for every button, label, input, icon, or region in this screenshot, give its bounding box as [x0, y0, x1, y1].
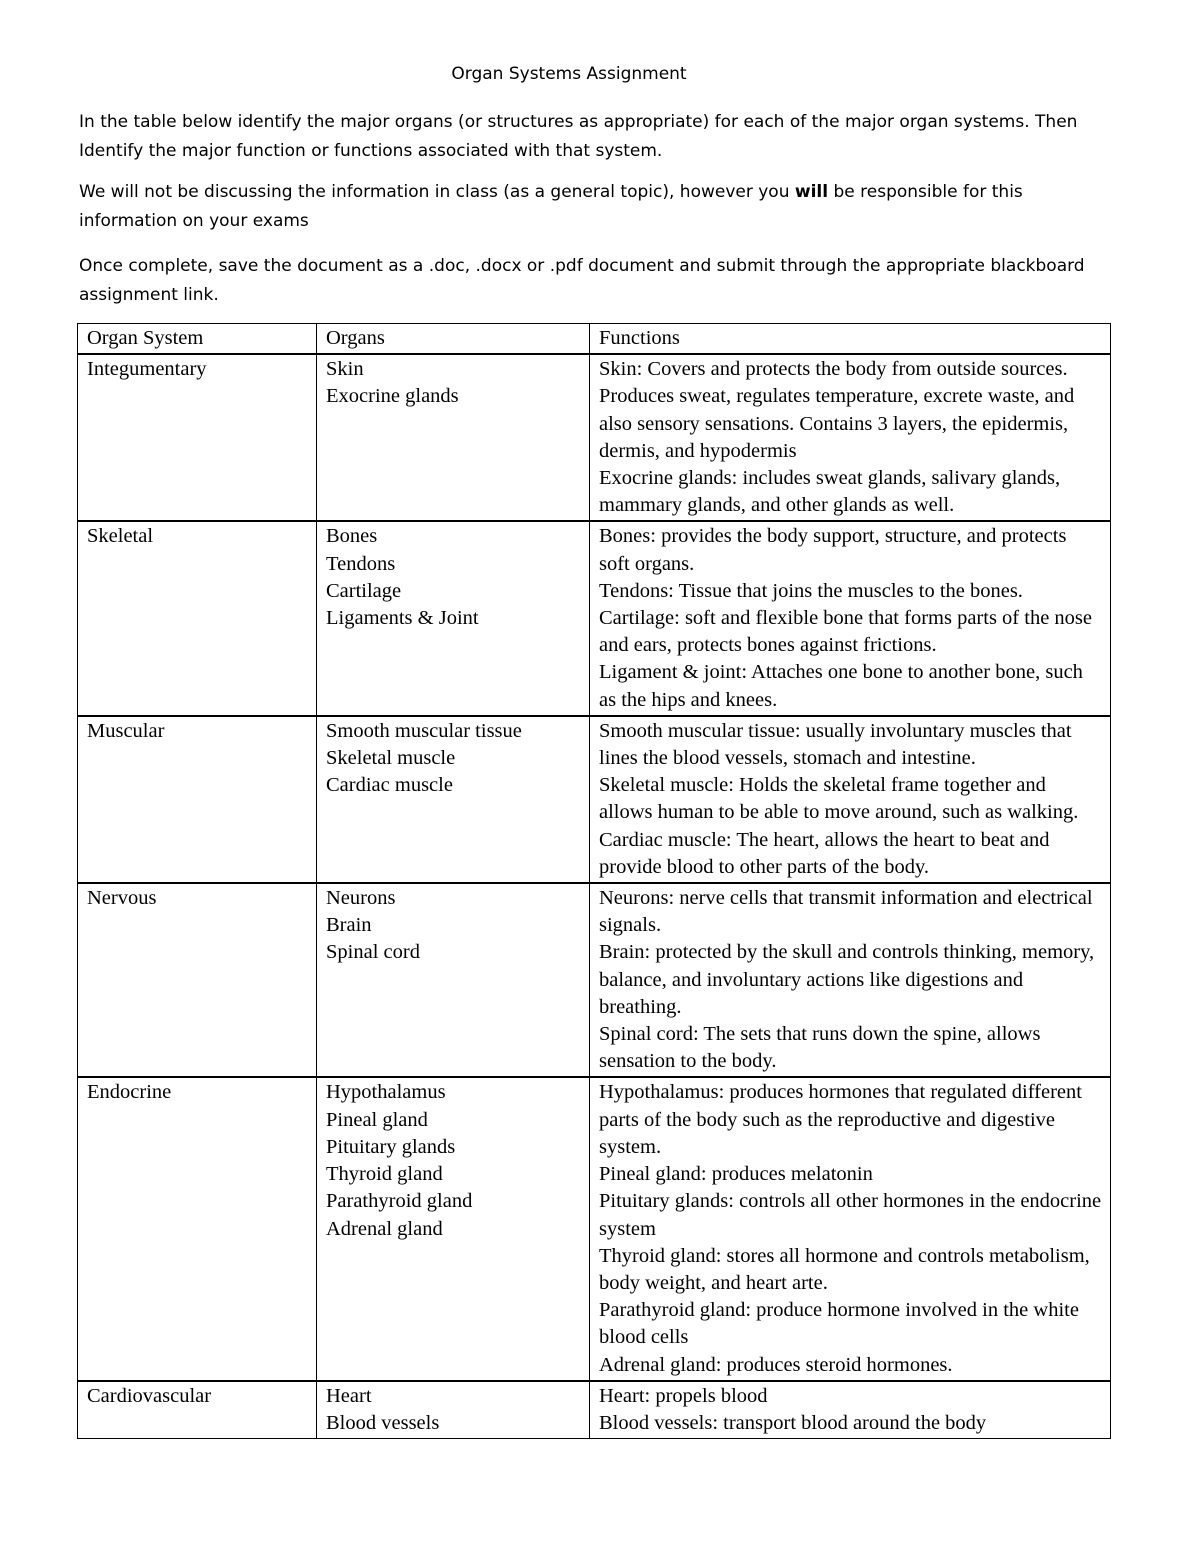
organs-cell: [317, 716, 590, 883]
function-item: Hypothalamus: produces hormones that regulated different parts of the body such as the reproductive and digestive system.: [599, 1081, 1082, 1158]
organ-item: Thyroid gland: [326, 1163, 443, 1186]
document-title: Organ Systems Assignment: [451, 64, 687, 84]
organ-item: Ligaments & Joint: [326, 607, 479, 630]
organ-item: Skin: [326, 358, 364, 381]
organ-item: Brain: [326, 914, 372, 937]
function-item: Thyroid gland: stores all hormone and controls metabolism, body weight, and heart arte.: [599, 1244, 1090, 1294]
intro-text-2: [79, 178, 1089, 236]
functions-cell: [590, 1077, 1111, 1380]
organ-item: Cardiac muscle: [326, 774, 453, 797]
organ-item: Adrenal gland: [326, 1217, 443, 1240]
function-item: Skin: Covers and protects the body from outside sources. Produces sweat, regulates temperature, excrete waste, and also sensory sensations. Contains 3 layers, the epidermis, dermis, and hypodermis: [599, 358, 1075, 462]
intro-text-2a: We will not be discussing the information in class (as a general topic), however you: [79, 182, 795, 202]
table-row: [78, 521, 1111, 715]
function-item: Brain: protected by the skull and controls thinking, memory, balance, and involuntary actions like digestions and breathing.: [599, 941, 1095, 1018]
organ-item: Spinal cord: [326, 941, 420, 964]
header-functions: Functions: [590, 324, 1111, 355]
functions-cell: [590, 354, 1111, 521]
header-organs: Organs: [317, 324, 590, 355]
function-item: Adrenal gland: produces steroid hormones.: [599, 1353, 953, 1376]
function-item: Skeletal muscle: Holds the skeletal frame together and allows human to be able to move around, such as walking.: [599, 774, 1079, 824]
function-item: Pituitary glands: controls all other hormones in the endocrine system: [599, 1190, 1102, 1240]
function-item: Spinal cord: The sets that runs down the spine, allows sensation to the body.: [599, 1023, 1041, 1073]
header-organ-system: Organ System: [78, 324, 317, 355]
table-header-row: [78, 324, 1111, 355]
function-item: Heart: propels blood: [599, 1384, 768, 1407]
organ-item: Tendons: [326, 552, 396, 575]
organ-system-cell: Skeletal: [78, 521, 317, 715]
function-item: Smooth muscular tissue: usually involuntary muscles that lines the blood vessels, stomach and intestine.: [599, 719, 1072, 770]
organs-cell: [317, 521, 590, 715]
organs-cell: [317, 883, 590, 1077]
intro-text-2-bold: will: [794, 182, 829, 202]
intro-text-3: Once complete, save the document as a .doc, .docx or .pdf document and submit through the appropriate blackboard assignment link.: [79, 256, 1085, 305]
intro-paragraph-3: [79, 252, 1089, 310]
intro-text-2b: be responsible for this information on your exams: [79, 182, 1023, 231]
organ-system-cell: Endocrine: [78, 1077, 317, 1380]
table-row: [78, 1077, 1111, 1380]
table-row: [78, 883, 1111, 1077]
function-item: Exocrine glands: includes sweat glands, salivary glands, mammary glands, and other glands as well.: [599, 467, 1061, 517]
function-item: Tendons: Tissue that joins the muscles to the bones.: [599, 579, 1023, 602]
organs-cell: [317, 354, 590, 521]
function-item: Parathyroid gland: produce hormone involved in the white blood cells: [599, 1299, 1079, 1349]
organ-system-cell: Muscular: [78, 716, 317, 883]
intro-text-1: In the table below identify the major organs (or structures as appropriate) for each of the major organ systems. Then Identify the major function or functions associated with that system.: [79, 112, 1078, 161]
organ-item: Hypothalamus: [326, 1081, 446, 1104]
organ-item: Pineal gland: [326, 1108, 428, 1131]
table-row: [78, 716, 1111, 883]
organ-item: Pituitary glands: [326, 1135, 456, 1158]
function-item: Neurons: nerve cells that transmit information and electrical signals.: [599, 887, 1093, 937]
function-item: Cardiac muscle: The heart, allows the heart to beat and provide blood to other parts of the body.: [599, 828, 1050, 878]
organ-item: Blood vessels: [326, 1411, 440, 1434]
functions-cell: [590, 716, 1111, 883]
organ-item: Cartilage: [326, 579, 402, 602]
functions-cell: [590, 883, 1111, 1077]
organ-item: Parathyroid gland: [326, 1190, 473, 1213]
organs-cell: [317, 1381, 590, 1439]
organ-item: Neurons: [326, 887, 396, 910]
organ-item: Exocrine glands: [326, 385, 459, 408]
organ-systems-table: [77, 323, 1111, 1439]
function-item: Ligament & joint: Attaches one bone to another bone, such as the hips and knees.: [599, 661, 1083, 711]
intro-paragraph-1: [79, 108, 1089, 166]
table-row: [78, 1381, 1111, 1439]
organ-system-cell: Cardiovascular: [78, 1381, 317, 1439]
organs-cell: [317, 1077, 590, 1380]
organ-item: Bones: [326, 525, 378, 548]
functions-cell: [590, 1381, 1111, 1439]
organ-system-cell: Nervous: [78, 883, 317, 1077]
function-item: Bones: provides the body support, structure, and protects soft organs.: [599, 525, 1067, 575]
function-item: Pineal gland: produces melatonin: [599, 1163, 873, 1186]
intro-paragraph-2: [79, 178, 1089, 236]
table-body: [78, 354, 1111, 1438]
organ-system-cell: Integumentary: [78, 354, 317, 521]
organ-item: Smooth muscular tissue: [326, 719, 522, 742]
table-row: [78, 354, 1111, 521]
functions-cell: [590, 521, 1111, 715]
organ-item: Heart: [326, 1384, 372, 1407]
function-item: Cartilage: soft and flexible bone that forms parts of the nose and ears, protects bones against frictions.: [599, 607, 1093, 657]
organ-item: Skeletal muscle: [326, 747, 456, 770]
function-item: Blood vessels: transport blood around the body: [599, 1411, 987, 1434]
